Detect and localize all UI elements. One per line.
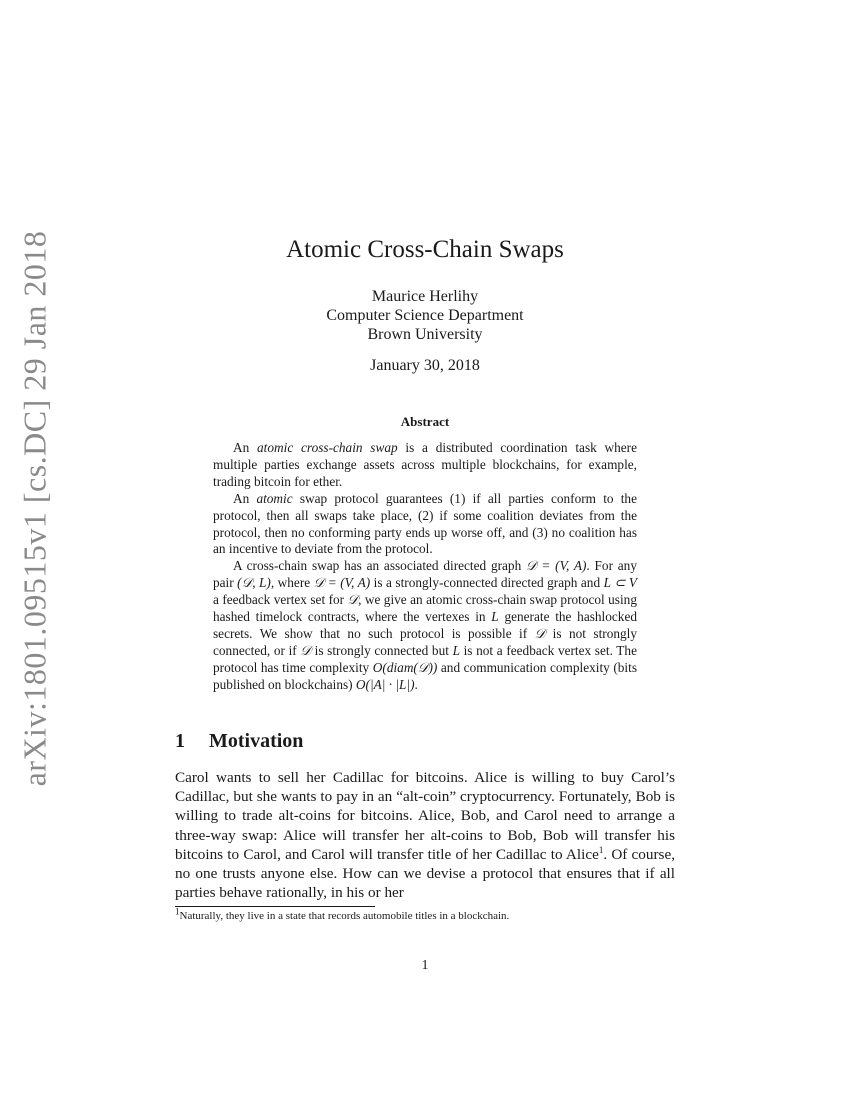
math-l: L [452,642,460,658]
math-graph: 𝒟 = (V, A) [526,558,587,574]
abstract-p3-text: . For any pair [213,558,637,591]
abstract-p3-text: a feedback vertex set for [213,592,348,608]
math-d: 𝒟 [300,642,311,658]
abstract-p3-text: is not a feedback vertex set. The protocol has time complexity [213,642,637,675]
abstract-p3-text: is not strongly connected, or if [213,625,637,658]
abstract-p3-text: and communication complexity (bits published on blockchains) [213,659,637,692]
footnote-mark: 1 [175,906,180,917]
abstract-p3-text: . [414,676,418,692]
abstract-p2-emphasis: atomic [256,490,293,506]
abstract-p3-text: is strongly connected but [310,642,453,658]
page-number: 1 [421,958,429,973]
body-text-a: Carol wants to sell her Cadillac for bitcoins. Alice is willing to buy Carol’s Cadillac, but she wants to pay in an “alt-coin” cryptocurrency. Fortunately, Bob is willing to trade alt-coins for bitcoins. Alice, Bob, and Carol need to arrange a three-way swap: Alice will transfer her alt-coins to Bob, Bob will transfer his bitcoins to Carol, and Carol will transfer title of her Cadillac to Alice [175,769,675,863]
abstract-p3-text: generate the hashlocked secrets. We show that no such protocol is possible if [213,609,638,641]
math-d: 𝒟 [534,625,546,641]
author-name: Maurice Herlihy [371,288,479,305]
math-l: L [491,609,499,625]
abstract-p3-text: is a strongly-connected directed graph and [370,575,604,591]
abstract-p3-text: A cross-chain swap has an associated directed graph [233,558,527,574]
math-d: 𝒟 [347,592,359,608]
footnote-reference[interactable]: 1 [598,844,604,855]
abstract-p2-text-a: An [233,490,257,506]
author-department: Computer Science Department [326,307,524,324]
author-university: Brown University [367,326,483,343]
footnote-divider [175,906,375,907]
math-communication-complexity: O(|A| · |L|) [355,676,415,692]
section-heading [175,730,303,753]
section-body [175,768,675,902]
footnote [175,906,675,922]
body-text-b: . Of course, no one trusts anyone else. How can we devise a protocol that ensures that if all parties behave rationally, in his or her [175,845,675,902]
abstract-p3-text: , where [270,575,314,591]
abstract-p3-text: , we give an atomic cross-chain swap protocol using hashed timelock contracts, where the vertexes in [213,592,637,625]
abstract-p1-text-a: An [233,440,258,455]
section-number: 1 [175,730,185,752]
footnote-text: Naturally, they live in a state that records automobile titles in a blockchain. [179,910,510,922]
abstract-body [213,440,637,694]
body-paragraph [175,768,675,902]
math-subset: L ⊂ V [603,575,637,591]
paper-date: January 30, 2018 [370,357,480,374]
abstract-heading: Abstract [400,414,450,429]
math-time-complexity: O(diam(𝒟)) [372,659,438,675]
paper-title: Atomic Cross-Chain Swaps [286,236,564,263]
abstract-paragraph-3 [213,558,637,693]
section-title: Motivation [209,730,304,752]
author-block [0,287,850,344]
arxiv-identifier-text: arXiv:1801.09515v1 [cs.DC] 29 Jan 2018 [16,230,53,786]
abstract-paragraph-1 [213,440,637,491]
math-pair: (𝒟, L) [237,575,271,591]
abstract-p2-text-b: swap protocol guarantees (1) if all parties conform to the protocol, then all swaps take place, (2) if some coalition deviates from the protocol, then no conforming party ends up worse off, and (3) no coalition has an incentive to deviate from the protocol. [213,490,637,557]
abstract-p1-emphasis: atomic cross-chain swap [257,440,398,455]
abstract-paragraph-2 [213,491,637,559]
math-graph: 𝒟 = (V, A) [313,575,371,591]
abstract-p1-text-b: is a distributed coordination task where multiple parties exchange assets across multiple blockchains, for example, trading bitcoin for ether. [213,440,638,489]
